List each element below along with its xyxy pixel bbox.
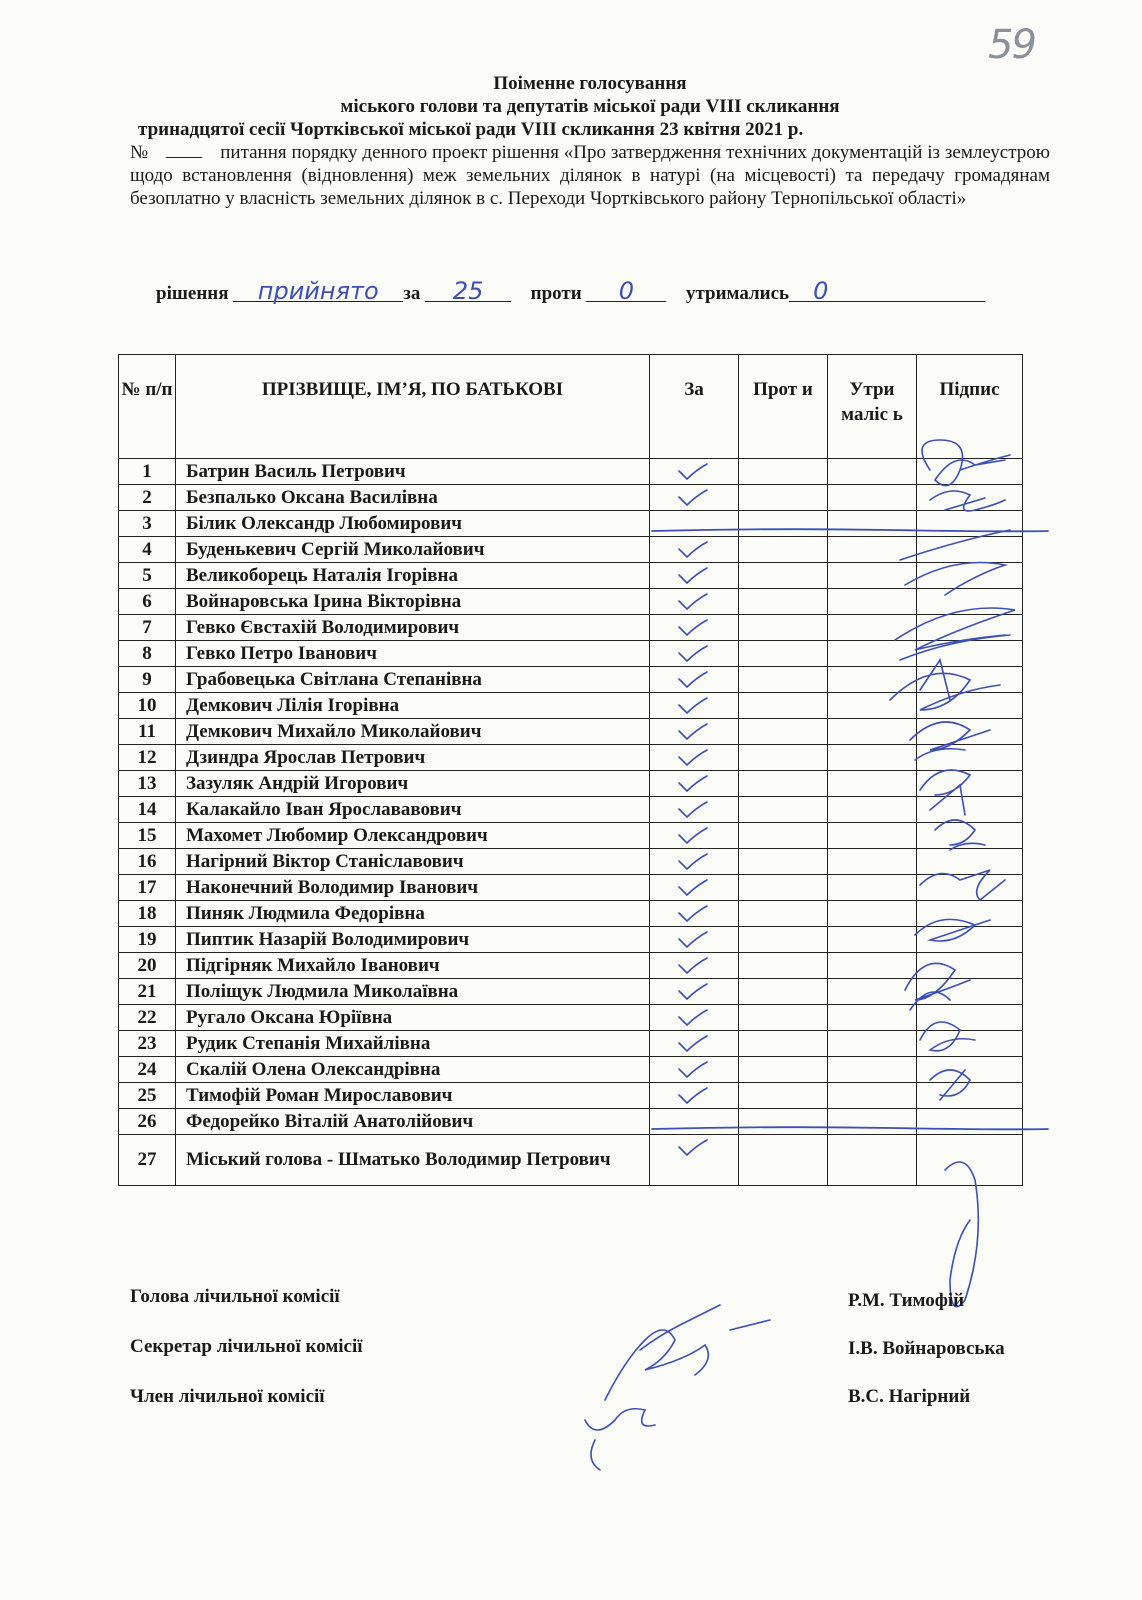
table-row — [119, 1109, 1023, 1135]
table-row — [119, 771, 1023, 797]
vote-against-cell — [739, 1083, 828, 1109]
header-abstain: Утри маліс ь — [828, 355, 917, 459]
table-row — [119, 849, 1023, 875]
signature-cell — [917, 485, 1023, 511]
signature-cell — [917, 537, 1023, 563]
deputy-name: Гевко Євстахій Володимирович — [176, 615, 650, 641]
vote-against-cell — [739, 1135, 828, 1186]
deputy-name: Поліщук Людмила Миколаївна — [176, 979, 650, 1005]
vote-against-cell — [739, 797, 828, 823]
vote-abstain-cell — [828, 459, 917, 485]
signature-cell — [917, 1135, 1023, 1186]
signature-cell — [917, 771, 1023, 797]
deputy-name: Демкович Лілія Ігорівна — [176, 693, 650, 719]
vote-against-cell — [739, 745, 828, 771]
decision-summary — [156, 277, 985, 305]
vote-abstain-cell — [828, 1083, 917, 1109]
abstained-label: утримались — [685, 283, 790, 304]
row-number: 9 — [119, 667, 176, 693]
header-for: За — [650, 355, 739, 459]
row-number: 26 — [119, 1109, 176, 1135]
table-row — [119, 1135, 1023, 1186]
deputy-name: Нагірний Віктор Станіславович — [176, 849, 650, 875]
vote-for-cell — [650, 823, 739, 849]
check-mark-icon — [676, 800, 710, 820]
vote-for-cell — [650, 485, 739, 511]
check-mark-icon — [676, 566, 710, 586]
vote-abstain-cell — [828, 537, 917, 563]
signature-cell — [917, 1057, 1023, 1083]
vote-abstain-cell — [828, 1031, 917, 1057]
against-label: проти — [530, 283, 582, 304]
vote-against-cell — [739, 979, 828, 1005]
commission-names — [848, 1290, 1005, 1434]
check-mark-icon — [676, 826, 710, 846]
commission-member-label: Член лічильної комісії — [130, 1386, 325, 1407]
table-row — [119, 641, 1023, 667]
title-line-2: міського голови та депутатів міської ради VIII скликання — [340, 96, 840, 117]
header-against: Прот и — [739, 355, 828, 459]
row-number: 10 — [119, 693, 176, 719]
header-name: ПРІЗВИЩЕ, ІМ’Я, ПО БАТЬКОВІ — [176, 355, 650, 459]
vote-abstain-cell — [828, 641, 917, 667]
question-number-blank — [166, 143, 202, 158]
for-count: 25 — [425, 281, 511, 302]
row-number: 14 — [119, 797, 176, 823]
row-number: 2 — [119, 485, 176, 511]
deputy-name: Пиняк Людмила Федорівна — [176, 901, 650, 927]
deputy-name: Наконечний Володимир Іванович — [176, 875, 650, 901]
vote-abstain-cell — [828, 927, 917, 953]
signature-cell — [917, 901, 1023, 927]
question-text: питання порядку денного проект рішення «Про затвердження технічних документацій із землеустрою щодо встановлення (відновлення) меж земельних ділянок в натурі (на місцевості) та передачу громадянам безоплатно у власність земельних ділянок в с. Переходи Чортківського району Тернопільської області» — [130, 142, 1050, 209]
vote-abstain-cell — [828, 667, 917, 693]
page-number: 59 — [988, 22, 1035, 68]
signature-cell — [917, 1005, 1023, 1031]
row-number: 8 — [119, 641, 176, 667]
deputy-name: Рудик Степанія Михайлівна — [176, 1031, 650, 1057]
vote-against-cell — [739, 953, 828, 979]
vote-against-cell — [739, 615, 828, 641]
roll-call-table — [118, 354, 1023, 1186]
vote-against-cell — [739, 563, 828, 589]
vote-for-cell — [650, 511, 739, 537]
vote-for-cell — [650, 719, 739, 745]
check-mark-icon — [676, 930, 710, 950]
table-row — [119, 1083, 1023, 1109]
vote-abstain-cell — [828, 1005, 917, 1031]
check-mark-icon — [676, 904, 710, 924]
row-number: 12 — [119, 745, 176, 771]
vote-against-cell — [739, 485, 828, 511]
row-number: 4 — [119, 537, 176, 563]
vote-for-cell — [650, 745, 739, 771]
vote-for-cell — [650, 1031, 739, 1057]
table-row — [119, 797, 1023, 823]
vote-abstain-cell — [828, 485, 917, 511]
deputy-name: Грабовецька Світлана Степанівна — [176, 667, 650, 693]
vote-for-cell — [650, 589, 739, 615]
vote-abstain-cell — [828, 771, 917, 797]
vote-against-cell — [739, 641, 828, 667]
row-number: 13 — [119, 771, 176, 797]
vote-against-cell — [739, 693, 828, 719]
vote-abstain-cell — [828, 1057, 917, 1083]
check-mark-icon — [676, 1060, 710, 1080]
row-number: 6 — [119, 589, 176, 615]
signature-cell — [917, 927, 1023, 953]
check-mark-icon — [676, 1086, 710, 1106]
vote-against-cell — [739, 927, 828, 953]
vote-against-cell — [739, 1057, 828, 1083]
row-number: 3 — [119, 511, 176, 537]
vote-abstain-cell — [828, 797, 917, 823]
vote-against-cell — [739, 771, 828, 797]
row-number: 17 — [119, 875, 176, 901]
deputy-name: Федорейко Віталій Анатолійович — [176, 1109, 650, 1135]
table-row — [119, 615, 1023, 641]
signature-cell — [917, 1109, 1023, 1135]
table-row — [119, 693, 1023, 719]
table-row — [119, 875, 1023, 901]
row-number: 15 — [119, 823, 176, 849]
row-number: 18 — [119, 901, 176, 927]
commission-secretary-label: Секретар лічильної комісії — [130, 1336, 363, 1357]
row-number: 22 — [119, 1005, 176, 1031]
vote-for-cell — [650, 927, 739, 953]
row-number: 1 — [119, 459, 176, 485]
vote-against-cell — [739, 1005, 828, 1031]
row-number: 20 — [119, 953, 176, 979]
vote-for-cell — [650, 901, 739, 927]
against-count: 0 — [586, 281, 666, 302]
vote-for-cell — [650, 667, 739, 693]
signature-cell — [917, 1031, 1023, 1057]
vote-for-cell — [650, 537, 739, 563]
commission-labels — [130, 1286, 363, 1436]
header-num: № п/п — [119, 355, 176, 459]
signature-cell — [917, 563, 1023, 589]
row-number: 24 — [119, 1057, 176, 1083]
table-row — [119, 979, 1023, 1005]
deputy-name: Білик Олександр Любомирович — [176, 511, 650, 537]
vote-for-cell — [650, 693, 739, 719]
check-mark-icon — [676, 852, 710, 872]
deputy-name: Пиптик Назарій Володимирович — [176, 927, 650, 953]
signature-cell — [917, 719, 1023, 745]
signature-cell — [917, 511, 1023, 537]
vote-abstain-cell — [828, 719, 917, 745]
signature-cell — [917, 1083, 1023, 1109]
vote-abstain-cell — [828, 615, 917, 641]
table-row — [119, 1031, 1023, 1057]
table-row — [119, 719, 1023, 745]
vote-against-cell — [739, 875, 828, 901]
question-number-label: № — [130, 142, 149, 163]
table-row — [119, 589, 1023, 615]
signature-cell — [917, 797, 1023, 823]
check-mark-icon — [676, 982, 710, 1002]
signature-cell — [917, 615, 1023, 641]
agenda-question — [130, 141, 1050, 210]
deputy-name: Підгірняк Михайло Іванович — [176, 953, 650, 979]
check-mark-icon — [676, 618, 710, 638]
check-mark-icon — [676, 956, 710, 976]
check-mark-icon — [676, 670, 710, 690]
check-mark-icon — [676, 722, 710, 742]
vote-against-cell — [739, 667, 828, 693]
abstained-count: 0 — [789, 281, 985, 302]
vote-for-cell — [650, 1083, 739, 1109]
vote-abstain-cell — [828, 875, 917, 901]
table-row — [119, 901, 1023, 927]
commission-member-name: В.С. Нагірний — [848, 1386, 971, 1407]
check-mark-icon — [676, 592, 710, 612]
vote-for-cell — [650, 979, 739, 1005]
table-row — [119, 511, 1023, 537]
commission-chair-label: Голова лічильної комісії — [130, 1286, 340, 1307]
row-number: 19 — [119, 927, 176, 953]
vote-against-cell — [739, 823, 828, 849]
deputy-name: Зазуляк Андрій Игорович — [176, 771, 650, 797]
vote-abstain-cell — [828, 953, 917, 979]
document-header — [130, 72, 1050, 210]
vote-against-cell — [739, 1031, 828, 1057]
vote-for-cell — [650, 563, 739, 589]
check-mark-icon — [676, 878, 710, 898]
signature-cell — [917, 667, 1023, 693]
deputy-name: Гевко Петро Іванович — [176, 641, 650, 667]
decision-label: рішення — [156, 283, 229, 304]
check-mark-icon — [676, 462, 710, 482]
table-row — [119, 953, 1023, 979]
deputy-name: Буденькевич Сергій Миколайович — [176, 537, 650, 563]
vote-for-cell — [650, 953, 739, 979]
vote-for-cell — [650, 1135, 739, 1186]
check-mark-icon — [676, 774, 710, 794]
vote-for-cell — [650, 1057, 739, 1083]
check-mark-icon — [676, 488, 710, 508]
row-number: 21 — [119, 979, 176, 1005]
signature-cell — [917, 641, 1023, 667]
vote-against-cell — [739, 901, 828, 927]
deputy-name: Войнаровська Ірина Вікторівна — [176, 589, 650, 615]
table-row — [119, 667, 1023, 693]
deputy-name: Махомет Любомир Олександрович — [176, 823, 650, 849]
vote-against-cell — [739, 537, 828, 563]
vote-for-cell — [650, 1005, 739, 1031]
check-mark-icon — [676, 540, 710, 560]
table-row — [119, 1005, 1023, 1031]
row-number: 16 — [119, 849, 176, 875]
check-mark-icon — [676, 696, 710, 716]
deputy-name: Міський голова - Шматько Володимир Петрович — [176, 1135, 650, 1186]
table-row — [119, 745, 1023, 771]
vote-abstain-cell — [828, 563, 917, 589]
header-signature: Підпис — [917, 355, 1023, 459]
vote-for-cell — [650, 771, 739, 797]
deputy-name: Тимофій Роман Мирославович — [176, 1083, 650, 1109]
vote-abstain-cell — [828, 589, 917, 615]
vote-for-cell — [650, 875, 739, 901]
deputy-name: Безпалько Оксана Василівна — [176, 485, 650, 511]
signature-cell — [917, 459, 1023, 485]
signature-cell — [917, 979, 1023, 1005]
signature-cell — [917, 953, 1023, 979]
check-mark-icon — [676, 644, 710, 664]
for-label: за — [403, 283, 421, 304]
signature-cell — [917, 693, 1023, 719]
table-row — [119, 459, 1023, 485]
deputy-name: Великоборець Наталія Ігорівна — [176, 563, 650, 589]
signature-cell — [917, 745, 1023, 771]
row-number: 25 — [119, 1083, 176, 1109]
table-row — [119, 927, 1023, 953]
vote-abstain-cell — [828, 745, 917, 771]
signature-cell — [917, 823, 1023, 849]
deputy-name: Демкович Михайло Миколайович — [176, 719, 650, 745]
table-row — [119, 563, 1023, 589]
vote-abstain-cell — [828, 1135, 917, 1186]
vote-abstain-cell — [828, 901, 917, 927]
deputy-name: Скалій Олена Олександрівна — [176, 1057, 650, 1083]
table-row — [119, 823, 1023, 849]
signature-cell — [917, 849, 1023, 875]
commission-chair-name: Р.М. Тимофій — [848, 1290, 965, 1311]
deputy-name: Ругало Оксана Юріївна — [176, 1005, 650, 1031]
row-number: 23 — [119, 1031, 176, 1057]
vote-against-cell — [739, 849, 828, 875]
row-number: 11 — [119, 719, 176, 745]
vote-against-cell — [739, 459, 828, 485]
title-line-3: тринадцятої сесії Чортківської міської ради VIII скликання 23 квітня 2021 р. — [138, 119, 804, 140]
signature-cell — [917, 589, 1023, 615]
vote-for-cell — [650, 797, 739, 823]
vote-abstain-cell — [828, 823, 917, 849]
row-number: 7 — [119, 615, 176, 641]
vote-against-cell — [739, 719, 828, 745]
deputy-name: Калакайло Іван Ярослававович — [176, 797, 650, 823]
vote-for-cell — [650, 459, 739, 485]
vote-for-cell — [650, 849, 739, 875]
row-number: 5 — [119, 563, 176, 589]
table-row — [119, 537, 1023, 563]
vote-for-cell — [650, 641, 739, 667]
signature-cell — [917, 875, 1023, 901]
vote-abstain-cell — [828, 849, 917, 875]
table-row — [119, 485, 1023, 511]
title-line-1: Поіменне голосування — [493, 73, 687, 94]
row-number: 27 — [119, 1135, 176, 1186]
check-mark-icon — [676, 748, 710, 768]
check-mark-icon — [676, 1034, 710, 1054]
deputy-name: Батрин Василь Петрович — [176, 459, 650, 485]
table-row — [119, 1057, 1023, 1083]
vote-against-cell — [739, 589, 828, 615]
vote-abstain-cell — [828, 693, 917, 719]
deputy-name: Дзиндра Ярослав Петрович — [176, 745, 650, 771]
vote-for-cell — [650, 615, 739, 641]
decision-value: прийнято — [233, 281, 403, 302]
vote-abstain-cell — [828, 979, 917, 1005]
check-mark-icon — [676, 1008, 710, 1028]
check-mark-icon — [676, 1138, 710, 1158]
commission-secretary-name: І.В. Войнаровська — [848, 1338, 1005, 1359]
vote-for-cell — [650, 1109, 739, 1135]
